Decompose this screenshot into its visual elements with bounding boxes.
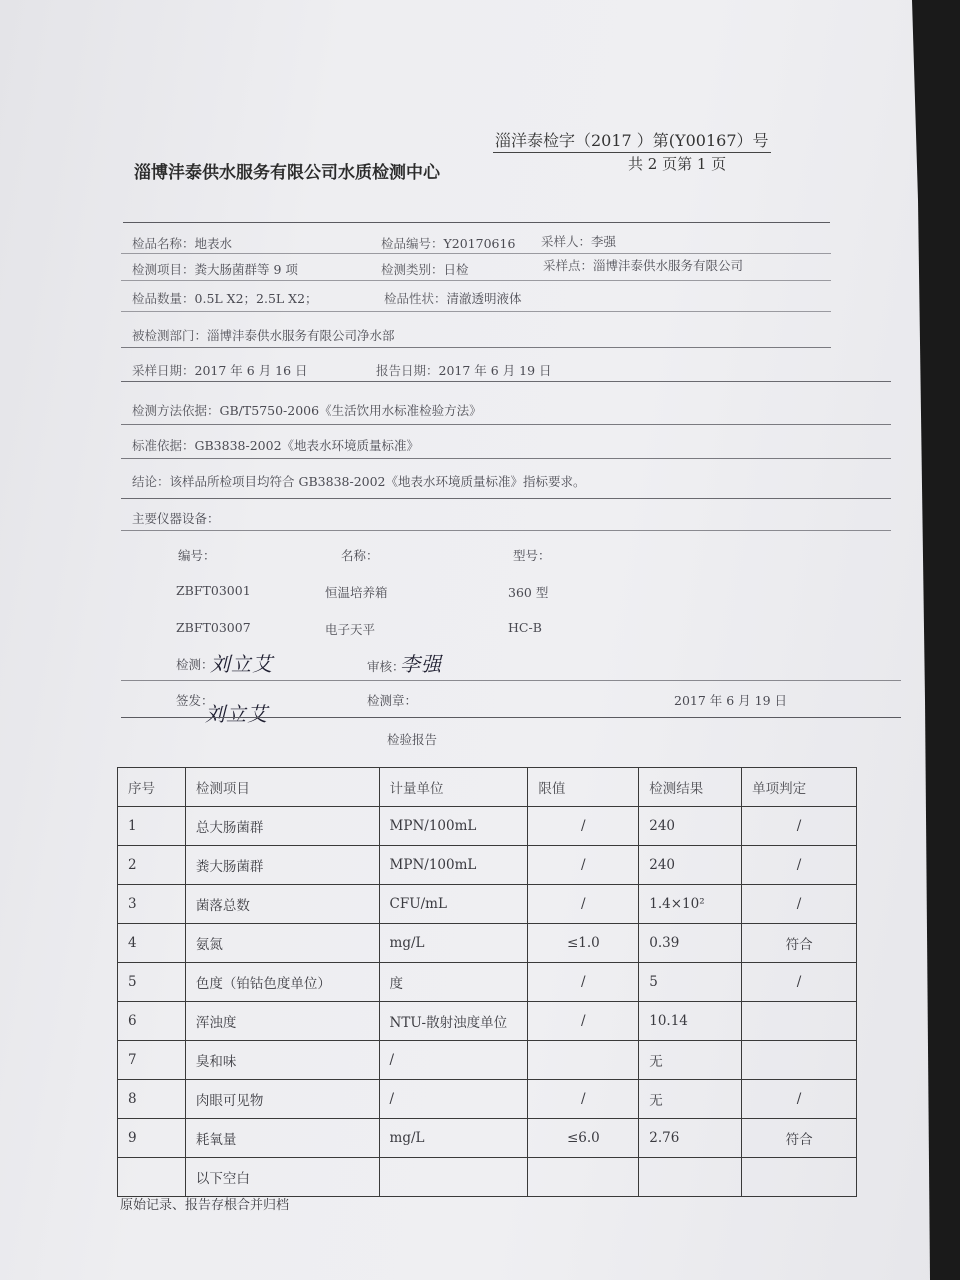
table-header-row: [118, 768, 857, 807]
sample-number: 检品编号：Y20170616: [381, 236, 516, 251]
cell-seq: 6: [118, 1002, 186, 1041]
organization-title: 淄博沣泰供水服务有限公司水质检测中心: [134, 163, 440, 183]
tester-signature: 刘立艾: [210, 652, 273, 676]
equipment-row-2-model: HC-B: [508, 620, 542, 635]
cell-limit: /: [528, 885, 639, 924]
seal-label: 检测章：: [367, 693, 418, 708]
table-row: [118, 885, 857, 924]
equipment-header-model: 型号：: [513, 548, 551, 563]
cell-item: 氨氮: [185, 924, 379, 963]
cell-limit: /: [528, 963, 639, 1002]
test-method: 检测方法依据：GB/T5750-2006《生活饮用水标准检验方法》: [132, 403, 482, 418]
cell-seq: 7: [118, 1041, 186, 1080]
header-unit: 计量单位: [379, 768, 528, 807]
table-row: [118, 1119, 857, 1158]
sampler: 采样人：李强: [541, 234, 617, 249]
equipment-row-1-name: 恒温培养箱: [325, 585, 388, 600]
cell-item: 色度（铂钴色度单位）: [185, 963, 379, 1002]
cell-item: 总大肠菌群: [185, 807, 379, 846]
cell-unit: CFU/mL: [379, 885, 528, 924]
cell-item: 臭和味: [185, 1041, 379, 1080]
cell-unit: mg/L: [379, 924, 528, 963]
cell-limit: /: [528, 846, 639, 885]
cell-item: 菌落总数: [185, 885, 379, 924]
cell-judgement: [742, 1041, 857, 1080]
issuer-signature: 刘立艾: [205, 702, 268, 726]
cell-judgement: 符合: [742, 1119, 857, 1158]
cell-limit: /: [528, 1002, 639, 1041]
cell-limit: /: [528, 807, 639, 846]
cell-seq: [118, 1158, 186, 1197]
table-row: [118, 1158, 857, 1197]
test-category: 检测类别：日检: [381, 262, 469, 277]
sample-state: 检品性状：清澈透明液体: [384, 291, 522, 306]
cell-seq: 4: [118, 924, 186, 963]
equipment-row-2-name: 电子天平: [325, 622, 376, 637]
cell-limit: [528, 1041, 639, 1080]
cell-seq: 5: [118, 963, 186, 1002]
sample-name: 检品名称：地表水: [132, 236, 233, 251]
cell-judgement: [742, 1158, 857, 1197]
results-table: [117, 767, 857, 1197]
cell-result: 无: [639, 1041, 742, 1080]
report-caption: 检验报告: [387, 732, 438, 747]
tester-label: 检测：: [176, 657, 214, 672]
equipment-header-name: 名称：: [341, 548, 379, 563]
equipment-row-1-model: 360 型: [508, 585, 549, 600]
table-row: [118, 1080, 857, 1119]
report-date: 报告日期：2017 年 6 月 19 日: [376, 363, 552, 378]
sampling-date: 采样日期：2017 年 6 月 16 日: [132, 363, 308, 378]
document-number: 淄洋泰检字（2017 ）第(Y00167）号: [493, 128, 771, 153]
table-row: [118, 846, 857, 885]
cell-result: 2.76: [639, 1119, 742, 1158]
header-limit: 限值: [528, 768, 639, 807]
conclusion: 结论：该样品所检项目均符合 GB3838-2002《地表水环境质量标准》指标要求。: [132, 474, 586, 489]
cell-unit: mg/L: [379, 1119, 528, 1158]
cell-item: 以下空白: [185, 1158, 379, 1197]
header-rule: [123, 222, 830, 223]
cell-item: 粪大肠菌群: [185, 846, 379, 885]
cell-limit: [528, 1158, 639, 1197]
cell-item: 耗氧量: [185, 1119, 379, 1158]
table-row: [118, 924, 857, 963]
cell-result: 无: [639, 1080, 742, 1119]
reviewer-label: 审核：: [367, 659, 405, 674]
cell-result: 0.39: [639, 924, 742, 963]
cell-item: 浑浊度: [185, 1002, 379, 1041]
cell-unit: MPN/100mL: [379, 807, 528, 846]
equipment-title: 主要仪器设备：: [132, 511, 220, 526]
sampling-site: 采样点：淄博沣泰供水服务有限公司: [543, 258, 744, 273]
cell-seq: 3: [118, 885, 186, 924]
cell-judgement: /: [742, 807, 857, 846]
cell-seq: 9: [118, 1119, 186, 1158]
cell-unit: MPN/100mL: [379, 846, 528, 885]
cell-result: 5: [639, 963, 742, 1002]
cell-result: 240: [639, 807, 742, 846]
cell-result: [639, 1158, 742, 1197]
cell-judgement: /: [742, 1080, 857, 1119]
cell-unit: /: [379, 1080, 528, 1119]
sample-quantity: 检品数量：0.5L X2；2.5L X2；: [132, 291, 318, 306]
cell-judgement: /: [742, 963, 857, 1002]
tested-department: 被检测部门：淄博沣泰供水服务有限公司净水部: [132, 328, 395, 343]
cell-unit: NTU-散射浊度单位: [379, 1002, 528, 1041]
cell-result: 240: [639, 846, 742, 885]
cell-limit: ≤6.0: [528, 1119, 639, 1158]
cell-judgement: [742, 1002, 857, 1041]
cell-result: 10.14: [639, 1002, 742, 1041]
header-result: 检测结果: [639, 768, 742, 807]
cell-limit: ≤1.0: [528, 924, 639, 963]
table-row: [118, 1002, 857, 1041]
cell-limit: /: [528, 1080, 639, 1119]
archive-note: 原始记录、报告存根合并归档: [120, 1198, 290, 1213]
equipment-row-2-number: ZBFT03007: [176, 620, 251, 635]
reviewer-signature: 李强: [400, 652, 442, 676]
standard-basis: 标准依据：GB3838-2002《地表水环境质量标准》: [132, 438, 420, 453]
issue-date: 2017 年 6 月 19 日: [674, 693, 788, 708]
header-judgement: 单项判定: [742, 768, 857, 807]
cell-item: 肉眼可见物: [185, 1080, 379, 1119]
page-indicator: 共 2 页第 1 页: [628, 155, 727, 173]
cell-seq: 2: [118, 846, 186, 885]
cell-judgement: /: [742, 846, 857, 885]
cell-unit: [379, 1158, 528, 1197]
cell-judgement: /: [742, 885, 857, 924]
table-row: [118, 963, 857, 1002]
cell-judgement: 符合: [742, 924, 857, 963]
test-items: 检测项目：粪大肠菌群等 9 项: [132, 262, 298, 277]
issuer-label: 签发：: [176, 693, 214, 708]
table-row: [118, 1041, 857, 1080]
equipment-row-1-number: ZBFT03001: [176, 583, 251, 598]
cell-result: 1.4×10²: [639, 885, 742, 924]
header-seq: 序号: [118, 768, 186, 807]
cell-seq: 1: [118, 807, 186, 846]
cell-unit: 度: [379, 963, 528, 1002]
equipment-header-number: 编号：: [178, 548, 216, 563]
header-item: 检测项目: [185, 768, 379, 807]
cell-unit: /: [379, 1041, 528, 1080]
table-row: [118, 807, 857, 846]
cell-seq: 8: [118, 1080, 186, 1119]
